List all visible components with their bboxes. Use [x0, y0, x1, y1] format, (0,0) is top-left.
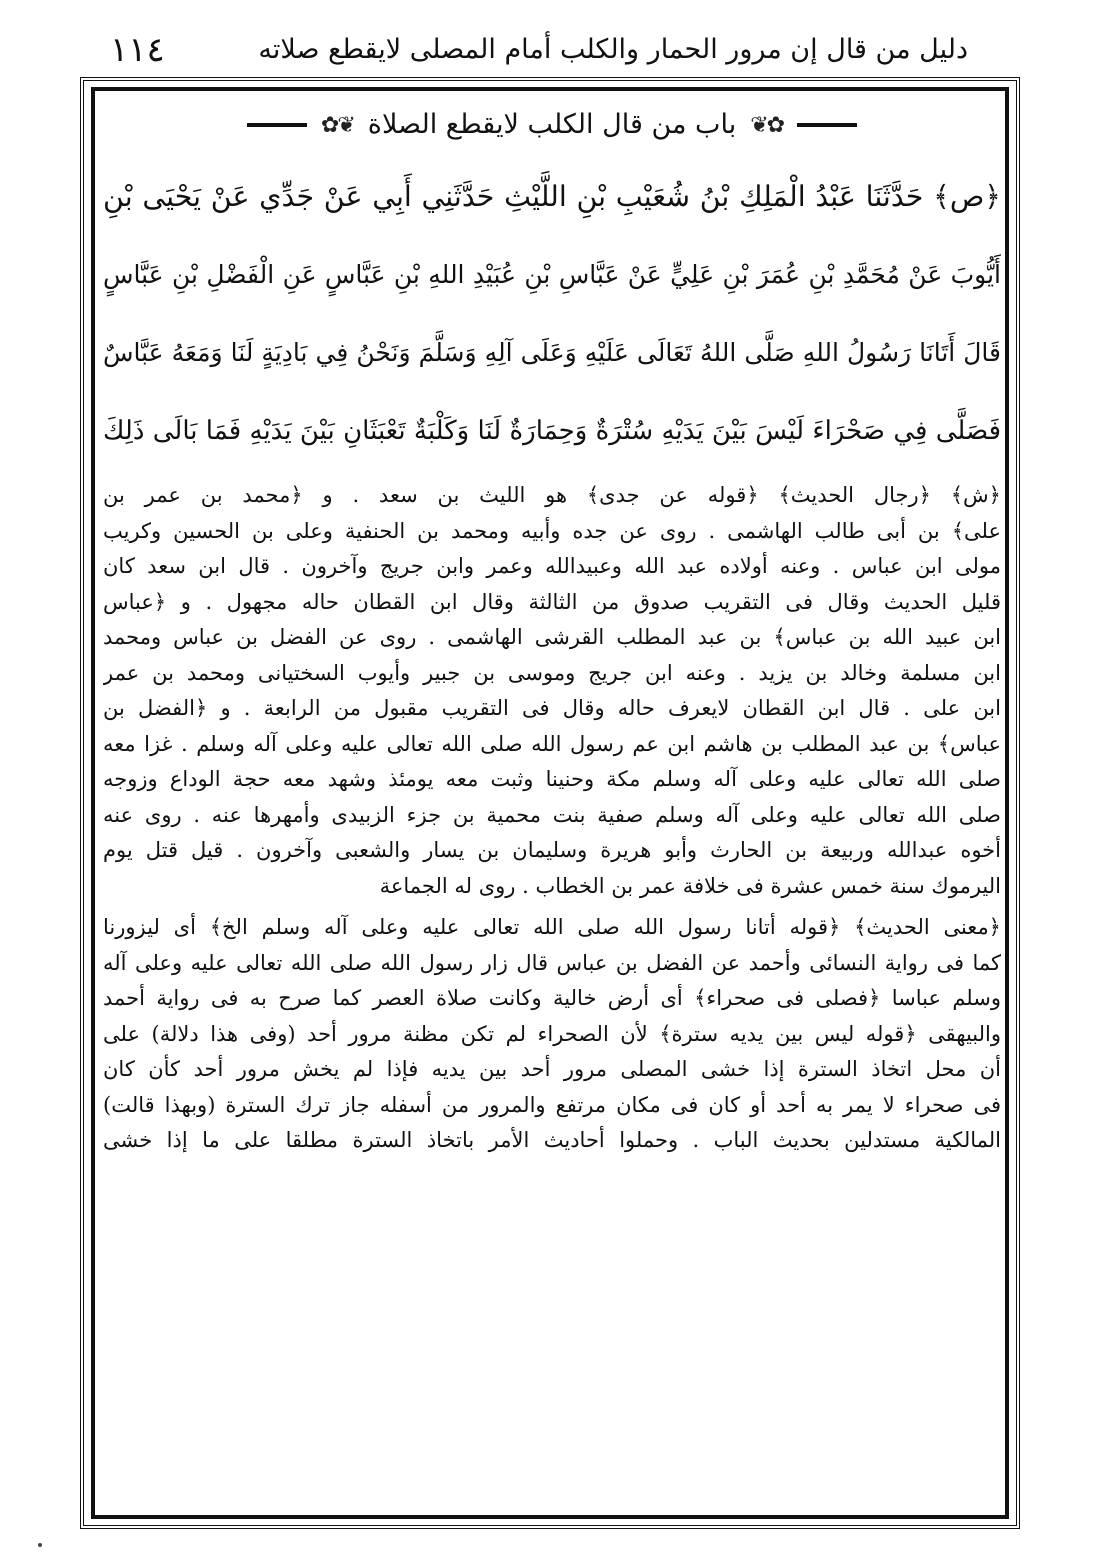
commentary-line: ﴿معنى الحديث﴾ ﴿قوله أتانا رسول الله صلى الله تعالى عليه وعلى آله وسلم الخ﴾ أى ليزورنا — [103, 915, 1001, 939]
commentary-line: كما فى رواية النسائى وأحمد عن الفضل بن عباس قال زار رسول الله صلى الله تعالى عليه وعلى آله — [103, 950, 1001, 975]
running-head — [100, 28, 1000, 72]
hadith-line: قَالَ أَتَانَا رَسُولُ اللهِ صَلَّى اللهُ تَعَالَى عَلَيْهِ وَعَلَى آلِهِ وَسَلَّمَ وَنَحْنُ فِي بَادِيَةٍ لَنَا وَمَعَهُ عَبَّاسٌ — [103, 338, 1001, 367]
hadith-line: فَصَلَّى فِي صَحْرَاءَ لَيْسَ بَيْنَ يَدَيْهِ سُتْرَةٌ وَحِمَارَةٌ لَنَا وَكَلْبَةٌ تَعْبَثَانِ بَيْنَ يَدَيْهِ فَمَا بَالَى ذَلِكَ — [103, 416, 1001, 446]
commentary-line: ابن مسلمة وخالد بن يزيد . وعنه ابن جريج وموسى بن جبير وأيوب السختيانى ومحمد بن عمر — [103, 660, 1001, 685]
commentary-line: وسلم عباسا ﴿فصلى فى صحراء﴾ أى أرض خالية وكانت صلاة العصر كما صرح به فى رواية أحمد — [103, 986, 1001, 1010]
hadith-line: ﴿ص﴾ حَدَّثَنَا عَبْدُ الْمَلِكِ بْنُ شُعَيْبِ بْنِ اللَّيْثِ حَدَّثَنِي أَبِي عَنْ جَدِّي عَنْ يَحْيَى بْنِ — [103, 180, 1001, 213]
commentary-line: صلى الله تعالى عليه وعلى آله وسلم مكة وحنينا وثبت معه يومئذ وشهد معه حجة الوداع وزوجه — [103, 767, 1001, 791]
commentary-line: المالكية مستدلين بحديث الباب . وحملوا أحاديث الأمر باتخاذ السترة مطلقا على ما إذا خشى — [103, 1128, 1001, 1152]
commentary-meaning — [103, 910, 1001, 1159]
scan-speck — [38, 1543, 42, 1547]
commentary-line: مولى ابن عباس . وعنه أولاده عبد الله وعبيدالله وعمر وابن جريج وآخرون . قال ابن سعد كان — [103, 554, 1001, 578]
chapter-title: باب من قال الكلب لايقطع الصلاة — [367, 109, 737, 140]
page-body — [103, 96, 1001, 1159]
running-title: دليل من قال إن مرور الحمار والكلب أمام المصلى لايقطع صلاته — [258, 34, 968, 65]
commentary-line: فى صحراء لا يمر به أحد أو كان فى مكان مرتفع والمرور من أسفله جاز ترك السترة (وبهذا قالت) — [103, 1092, 1001, 1117]
heading-rule-right — [797, 123, 857, 127]
commentary-narrators — [103, 478, 1001, 904]
commentary-line: والبيهقى ﴿قوله ليس بين يديه سترة﴾ لأن الصحراء لم تكن مظنة مرور أحد (وفى هذا دلالة) على — [103, 1021, 1001, 1046]
commentary-line: ﴿ش﴾ ﴿رجال الحديث﴾ ﴿قوله عن جدى﴾ هو الليث بن سعد . و ﴿محمد بن عمر بن — [103, 483, 1001, 507]
commentary-line: اليرموك سنة خمس عشرة فى خلافة عمر بن الخطاب . روى له الجماعة — [379, 873, 1001, 898]
commentary-line: ابن على . قال ابن القطان لايعرف حاله وقال فى التقريب مقبول من الرابعة . و ﴿الفضل بن — [103, 696, 1001, 720]
commentary-line: قليل الحديث وقال فى التقريب صدوق من الثالثة وقال ابن القطان حاله مجهول . و ﴿عباس — [103, 589, 1001, 614]
hadith-text — [103, 162, 1001, 474]
commentary-line: ابن عبيد الله بن عباس﴾ بن عبد المطلب القرشى الهاشمى . روى عن الفضل بن عباس ومحمد — [103, 625, 1001, 649]
commentary-line: أخوه عبدالله وربيعة بن الحارث وأبو هريرة وسليمان بن يسار والشعبى وآخرون . قيل قتل يوم — [103, 838, 1001, 862]
commentary-line: على﴾ بن أبى طالب الهاشمى . روى عن جده وأبيه ومحمد بن الحنفية وعلى بن الحسين وكريب — [103, 518, 1001, 543]
hadith-line: أَيُّوبَ عَنْ مُحَمَّدِ بْنِ عُمَرَ بْنِ عَلِيٍّ عَنْ عَبَّاسِ بْنِ عُبَيْدِ اللهِ بْنِ عَبَّاسٍ عَنِ الْفَضْلِ بْنِ عَبَّاسٍ — [103, 260, 1001, 289]
heading-rule-left — [247, 123, 307, 127]
ornament-icon: ❦✿ — [320, 112, 354, 138]
ornament-icon: ✿❦ — [750, 112, 784, 138]
commentary-line: عباس﴾ بن عبد المطلب بن هاشم ابن عم رسول الله صلى الله تعالى عليه وعلى آله وسلم . غزا معه — [103, 731, 1001, 756]
chapter-heading — [103, 96, 1001, 154]
commentary-line: صلى الله تعالى عليه وعلى آله وسلم صفية بنت محمية بن جزء الزبيدى وأمهرها عنه . روى عنه — [103, 802, 1001, 827]
commentary-line: أن محل اتخاذ السترة إذا خشى المصلى مرور أحد بين يديه فإذا لم يخش مرور أحد كأن كان — [103, 1057, 1001, 1081]
page-number: ١١٤ — [110, 30, 165, 70]
